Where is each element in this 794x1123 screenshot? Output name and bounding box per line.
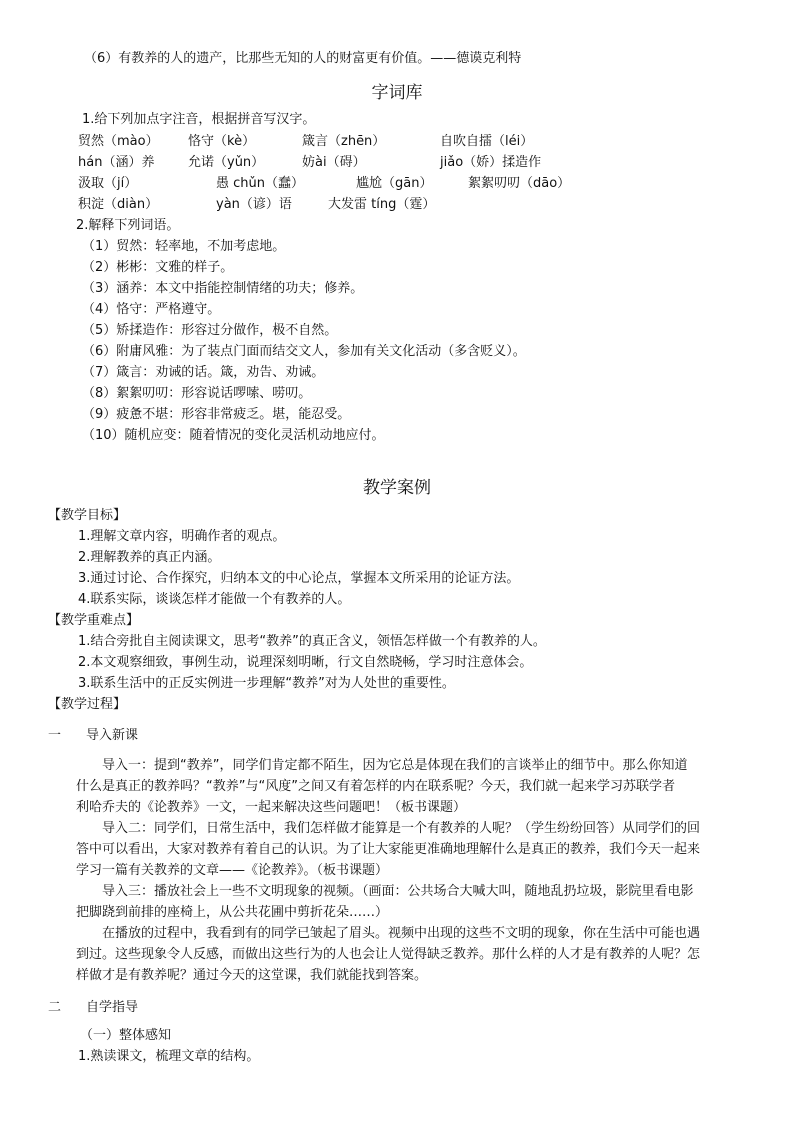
intro-paragraph-line: 在播放的过程中，我看到有的同学已皱起了眉头。视频中出现的这些不文明的现象，你在生活中可能也遇 [102, 926, 701, 941]
vocab-item: 尴尬（gān） [356, 176, 433, 191]
goals-heading: 【教学目标】 [48, 508, 127, 523]
vocab-item: 絮絮叨叨（dāo） [468, 176, 571, 191]
step-number: 二 [48, 1000, 62, 1015]
subsection-heading: （一）整体感知 [80, 1028, 172, 1043]
definition-item: （5）矫揉造作：形容过分做作，极不自然。 [82, 323, 338, 338]
key-point-item: 2.本文观察细致，事例生动，说理深刻明晰，行文自然晓畅，学习时注意体会。 [78, 655, 533, 670]
key-points-heading: 【教学重难点】 [48, 613, 140, 628]
definition-item: （2）彬彬：文雅的样子。 [82, 260, 234, 275]
definition-item: （3）涵养：本文中指能控制情绪的功夫；修养。 [82, 281, 364, 296]
key-point-item: 1.结合旁批自主阅读课文，思考“教养”的真正含义，领悟怎样做一个有教养的人。 [78, 634, 546, 649]
intro-paragraph-line: 学习一篇有关教养的文章——《论教养》。（板书课题） [76, 863, 389, 878]
vocab-item: 积淀（diàn） [78, 197, 159, 212]
intro-paragraph-line: 到过。这些现象令人反感，而做出这些行为的人也会让人觉得缺乏教养。那什么样的人才是有教养的人呢？怎 [76, 947, 701, 962]
goal-item: 1.理解文章内容，明确作者的观点。 [78, 529, 286, 544]
goal-item: 2.理解教养的真正内涵。 [78, 550, 221, 565]
intro-paragraph-line: 答中可以看出，大家对教养有着自己的认识。为了让大家能更准确地理解什么是真正的教养，我们今天一起来 [76, 842, 701, 857]
vocab-item: jiǎo（娇）揉造作 [440, 155, 542, 170]
vocab-question-1: 1.给下列加点字注音，根据拼音写汉字。 [82, 112, 316, 127]
vocab-section-title: 字词库 [371, 83, 423, 103]
vocab-question-2: 2.解释下列词语。 [76, 218, 180, 233]
intro-paragraph-line: 样做才是有教养呢？通过今天的这堂课，我们就能找到答案。 [76, 968, 428, 983]
intro-paragraph-line: 什么是真正的教养吗？“教养”与“风度”之间又有着怎样的内在联系呢？今天，我们就一起来学习苏联学者 [76, 779, 675, 794]
goal-item: 4.联系实际，谈谈怎样才能做一个有教养的人。 [78, 592, 351, 607]
definition-item: （9）疲惫不堪：形容非常疲乏。堪，能忍受。 [82, 407, 351, 422]
case-section-title: 教学案例 [363, 478, 431, 498]
process-heading: 【教学过程】 [48, 697, 127, 712]
quote-line: （6）有教养的人的遗产，比那些无知的人的财富更有价值。——德谟克利特 [84, 51, 522, 66]
vocab-item: 允诺（yǔn） [188, 155, 265, 170]
subsection-item: 1.熟读课文，梳理文章的结构。 [78, 1049, 260, 1064]
step-number: 一 [48, 728, 62, 743]
goal-item: 3.通过讨论、合作探究，归纳本文的中心论点，掌握本文所采用的论证方法。 [78, 571, 520, 586]
intro-paragraph-line: 导入三：播放社会上一些不文明现象的视频。（画面：公共场合大喊大叫，随地乱扔垃圾，影院里看电影 [102, 884, 694, 899]
vocab-item: 妨ài（碍） [302, 155, 366, 170]
definition-item: （4）恪守：严格遵守。 [82, 302, 221, 317]
intro-paragraph-line: 利哈乔夫的《论教养》一文，一起来解决这些问题吧！（板书课题） [76, 800, 467, 815]
definition-item: （6）附庸风雅：为了装点门面而结交文人，参加有关文化活动（多含贬义）。 [82, 344, 526, 359]
vocab-item: 愚 chǔn（蠢） [216, 176, 304, 191]
intro-paragraph-line: 导入一：提到“教养”，同学们肯定都不陌生，因为它总是体现在我们的言谈举止的细节中。那么你知道 [102, 758, 688, 773]
vocab-item: 箴言（zhēn） [302, 134, 386, 149]
vocab-item: 贸然（mào） [78, 134, 159, 149]
vocab-item: 自吹自擂（léi） [440, 134, 534, 149]
definition-item: （7）箴言：劝诫的话。箴，劝告、劝诫。 [82, 365, 325, 380]
definition-item: （1）贸然：轻率地，不加考虑地。 [82, 239, 286, 254]
intro-paragraph-line: 把脚跷到前排的座椅上，从公共花圃中剪折花朵……） [76, 905, 389, 920]
vocab-item: hán（涵）养 [78, 155, 155, 170]
vocab-item: 大发雷 tíng（霆） [328, 197, 436, 212]
definition-item: （8）絮絮叨叨：形容说话啰嗦、唠叨。 [82, 386, 312, 401]
key-point-item: 3.联系生活中的正反实例进一步理解“教养”对为人处世的重要性。 [78, 676, 455, 691]
vocab-item: yàn（谚）语 [216, 197, 292, 212]
step-title: 自学指导 [86, 1000, 139, 1015]
definition-item: （10）随机应变：随着情况的变化灵活机动地应付。 [82, 428, 385, 443]
vocab-item: 汲取（jí） [78, 176, 138, 191]
intro-paragraph-line: 导入二：同学们，日常生活中，我们怎样做才能算是一个有教养的人呢？（学生纷纷回答）从同学们的回 [102, 821, 701, 836]
vocab-item: 恪守（kè） [188, 134, 256, 149]
step-title: 导入新课 [86, 728, 139, 743]
